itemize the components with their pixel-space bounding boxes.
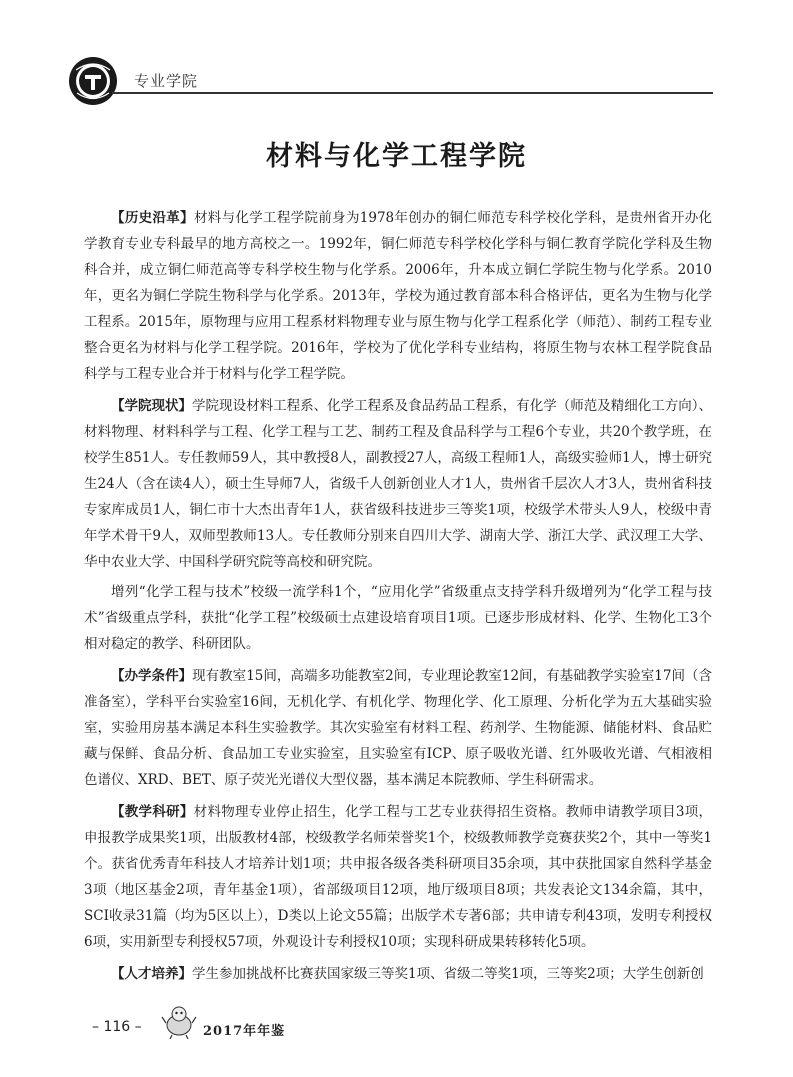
paragraph-lead: 【人才培养】 xyxy=(111,966,192,982)
article-body xyxy=(84,205,712,993)
paragraph-history xyxy=(84,205,712,387)
paragraph-text: 学生参加挑战杯比赛获国家级三等奖1项、省级二等奖1项，三等奖2项；大学生创新创 xyxy=(192,966,704,982)
paragraph-discipline xyxy=(84,579,712,657)
paragraph-lead: 【历史沿革】 xyxy=(111,210,194,226)
paragraph-text: 现有教室15间，高端多功能教室2间，专业理论教室12间，有基础教学实验室17间（含准备室），学科平台实验室16间，无机化学、有机化学、物理化学、化工原理、分析化学为五大基础实验室，实验用房基本满足本科生实验教学。其次实验室有材料工程、药剂学、生物能源、储能材料、食品贮藏与保鲜、食品分析、食品加工专业实验室，且实验室有ICP、原子吸收光谱、红外吸收光谱、气相液相色谱仪、XRD、BET、原子荧光光谱仪大型仪器，基本满足本院教师、学生科研需求。 xyxy=(84,668,713,788)
page-number: – 116 – xyxy=(92,1019,142,1035)
paragraph-status xyxy=(84,393,712,575)
paragraph-lead: 【学院现状】 xyxy=(111,398,193,414)
paragraph-text: 材料与化学工程学院前身为1978年创办的铜仁师范专科学校化学科，是贵州省开办化学教育专业专科最早的地方高校之一。1992年，铜仁师范专科学校化学科与铜仁教育学院化学科及生物科合并，成立铜仁师范高等专科学校生物与化学系。2006年，升本成立铜仁学院生物与化学系。2010年，更名为铜仁学院生物科学与化学系。2013年，学校为通过教育部本科合格评估，更名为生物与化学工程系。2015年，原物理与应用工程系材料物理专业与原生物与化学工程系化学（师范）、制药工程专业整合更名为材料与化学工程学院。2016年，学校为了优化学科专业结构，将原生物与农林工程学院食品科学与工程专业合并于材料与化学工程学院。 xyxy=(84,210,713,382)
paragraph-conditions xyxy=(84,663,712,793)
paragraph-teaching-research xyxy=(84,799,712,955)
paragraph-text: 材料物理专业停止招生，化学工程与工艺专业获得招生资格。教师申请教学项目3项，申报教学成果奖1项，出版教材4部，校级教学名师荣誉奖1个，校级教师教学竞赛获奖2个，其中一等奖1个。获省优秀青年科技人才培养计划1项；共申报各级各类科研项目35余项，其中获批国家自然科学基金3项（地区基金2项，青年基金1项），省部级项目12项，地厅级项目8项；共发表论文134余篇，其中，SCI收录31篇（均为5区以上），D类以上论文55篇；出版学术专著6部；共申请专利43项，发明专利授权6项，实用新型专利授权57项，外观设计专利授权10项；实现科研成果转移转化5项。 xyxy=(84,804,713,950)
paragraph-text: 学院现设材料工程系、化学工程系及食品药品工程系，有化学（师范及精细化工方向）、材料物理、材料科学与工程、化学工程与工艺、制药工程及食品科学与工程6个专业，共20个教学班，在校学生851人。专任教师59人，其中教授8人，副教授27人，高级工程师1人，高级实验师1人，博士研究生24人（含在读4人），硕士生导师7人，省级千人创新创业人才1人，贵州省千层次人才3人，贵州省科技专家库成员1人，铜仁市十大杰出青年1人，获省级科技进步三等奖1项，校级学术带头人9人，校级中青年学术骨干9人，双师型教师13人。专任教师分别来自四川大学、湖南大学、浙江大学、武汉理工大学、华中农业大学、中国科学研究院等高校和研究院。 xyxy=(84,398,713,570)
mascot-icon xyxy=(160,1003,198,1039)
yearbook-label: 2017年年鉴 xyxy=(203,1024,286,1039)
university-logo xyxy=(68,56,118,106)
paragraph-lead: 【教学科研】 xyxy=(111,804,194,820)
section-label: 专业学院 xyxy=(134,72,199,90)
paragraph-talent xyxy=(84,961,712,987)
header-rule xyxy=(112,92,713,94)
paragraph-text: 增列“化学工程与技术”校级一流学科1个，“应用化学”省级重点支持学科升级增列为“化学工程与技术”省级重点学科，获批“化学工程”校级硕士点建设培育项目1项。已逐步形成材料、化学、生物化工3个相对稳定的教学、科研团队。 xyxy=(84,584,712,652)
page-title: 材料与化学工程学院 xyxy=(266,141,527,172)
paragraph-lead: 【办学条件】 xyxy=(111,668,193,684)
